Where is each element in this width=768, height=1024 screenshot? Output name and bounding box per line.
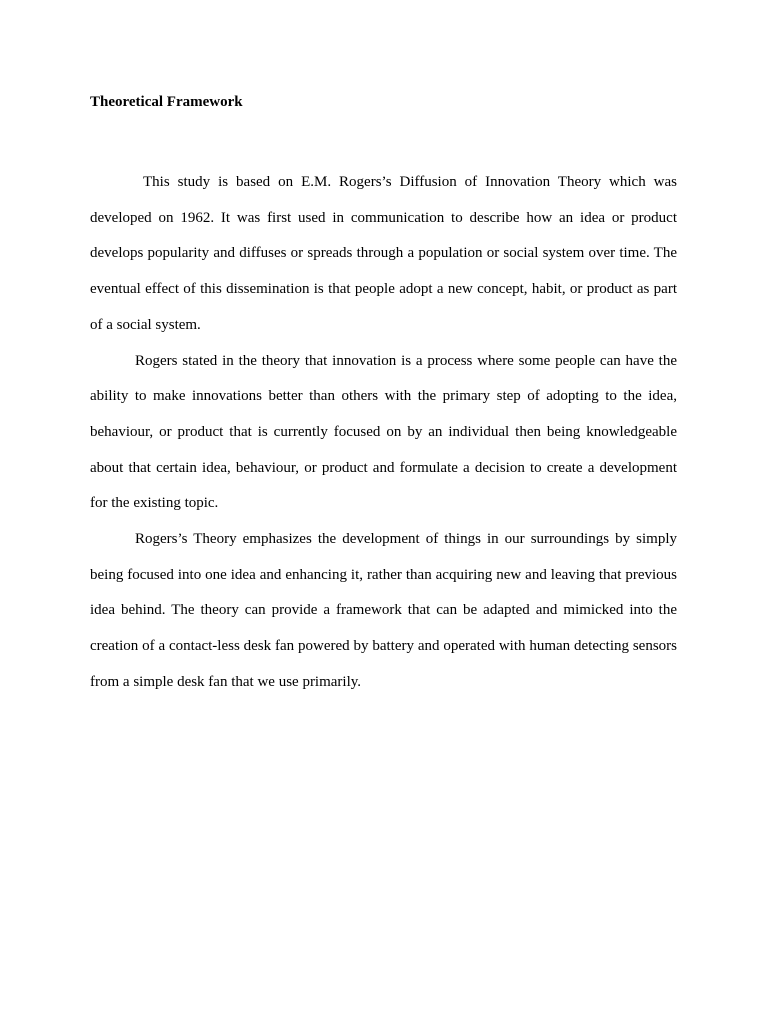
paragraph-3: Rogers’s Theory emphasizes the development of things in our surroundings by simply being focused into one idea and enhancing it, rather than acquiring new and leaving that previous idea behind. The theory can provide a framework that can be adapted and mimicked into the creation of a contact-less desk fan powered by battery and operated with human detecting sensors from a simple desk fan that we use primarily. — [90, 531, 677, 690]
paragraph-1: This study is based on E.M. Rogers’s Diffusion of Innovation Theory which was developed on 1962. It was first used in communication to describe how an idea or product develops popularity and diffuses or spreads through a population or social system over time. The eventual effect of this dissemination is that people adopt a new concept, habit, or product as part of a social system. — [90, 174, 677, 333]
paragraph-2: Rogers stated in the theory that innovation is a process where some people can have the ability to make innovations better than others with the primary step of adopting to the idea, behaviour, or product that is currently focused on by an individual then being knowledgeable about that certain idea, behaviour, or product and formulate a decision to create a development for the existing topic. — [90, 352, 677, 512]
document-body — [90, 92, 677, 701]
section-heading: Theoretical Framework — [90, 94, 243, 110]
